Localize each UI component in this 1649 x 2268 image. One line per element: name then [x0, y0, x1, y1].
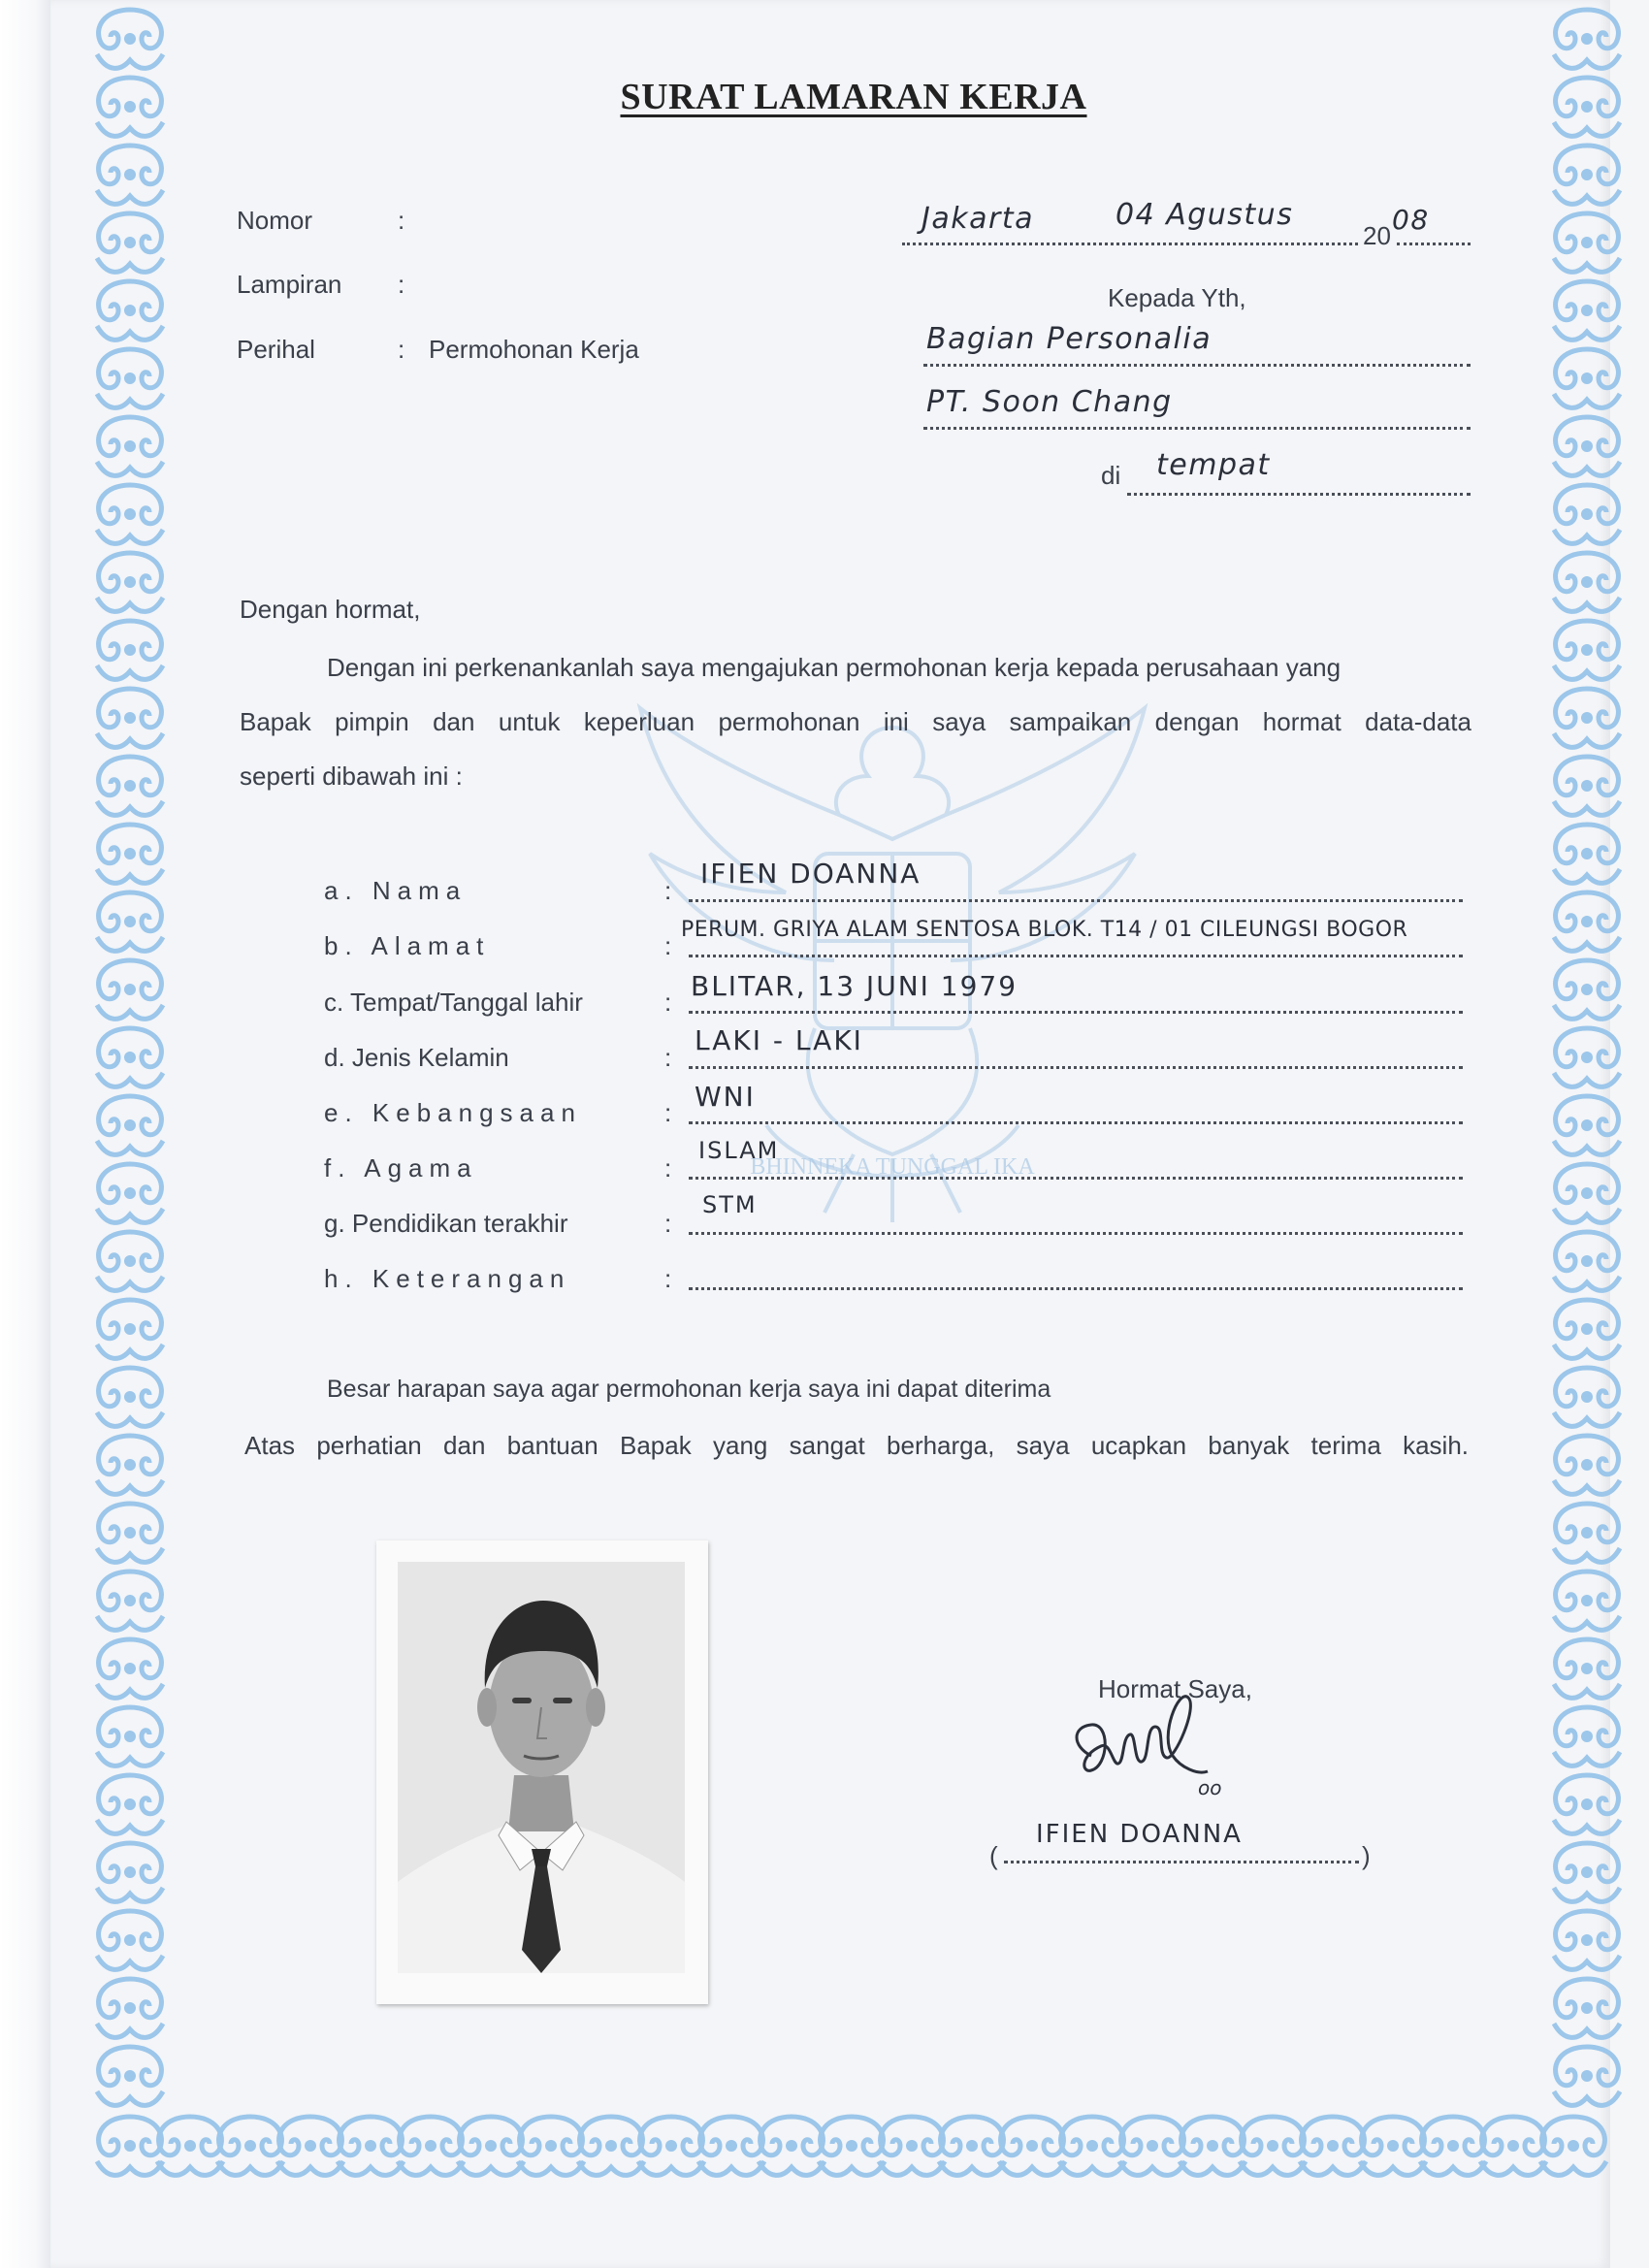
border-ornament-icon — [338, 2117, 404, 2175]
border-ornament-icon — [97, 1639, 163, 1698]
border-ornament-icon — [97, 1775, 163, 1833]
border-ornament-icon — [939, 2117, 1005, 2175]
handwritten-signature-icon — [1052, 1688, 1246, 1804]
field-dots — [689, 955, 1463, 957]
border-ornament-icon — [1554, 621, 1620, 679]
border-ornament-icon — [1554, 1843, 1620, 1901]
border-ornament-icon — [97, 1843, 163, 1901]
lampiran-colon: : — [398, 270, 405, 299]
border-ornament-icon — [97, 1164, 163, 1222]
border-ornament-icon — [97, 1504, 163, 1562]
border-ornament-icon — [97, 689, 163, 747]
border-ornament-icon — [578, 2117, 644, 2175]
field-dots — [689, 1177, 1463, 1180]
border-ornament-icon — [1554, 1979, 1620, 2037]
border-ornament-icon — [518, 2117, 584, 2175]
border-ornament-icon — [759, 2117, 824, 2175]
border-ornament-icon — [1554, 1368, 1620, 1426]
border-ornament-icon — [97, 1707, 163, 1766]
border-ornament-icon — [1420, 2117, 1486, 2175]
field-value-pendidikan: STM — [702, 1191, 758, 1218]
border-ornament-icon — [1554, 281, 1620, 340]
field-colon: : — [664, 1153, 672, 1183]
perihal-value: Permohonan Kerja — [429, 335, 639, 364]
border-ornament-icon — [97, 349, 163, 407]
border-ornament-icon — [97, 281, 163, 340]
border-ornament-icon — [97, 1232, 163, 1290]
recipient-line2-dots — [923, 427, 1471, 430]
border-ornament-icon — [638, 2117, 704, 2175]
border-ornament-icon — [1554, 2047, 1620, 2105]
border-ornament-icon — [1554, 757, 1620, 815]
field-value-alamat: PERUM. GRIYA ALAM SENTOSA BLOK. T14 / 01 CILEUNGSI BOGOR — [681, 918, 1408, 942]
border-ornament-icon — [97, 1436, 163, 1494]
border-ornament-icon — [1554, 960, 1620, 1019]
border-ornament-icon — [97, 1300, 163, 1358]
border-ornament-icon — [97, 553, 163, 611]
border-ornament-icon — [1554, 1571, 1620, 1630]
border-ornament-icon — [97, 485, 163, 543]
border-ornament-icon — [1554, 1911, 1620, 1969]
lampiran-label: Lampiran — [237, 270, 342, 299]
border-ornament-icon — [1554, 146, 1620, 204]
border-ornament-icon — [999, 2117, 1065, 2175]
border-ornament-icon — [1554, 1164, 1620, 1222]
border-ornament-icon — [1554, 349, 1620, 407]
border-ornament-icon — [1554, 1232, 1620, 1290]
border-ornament-icon — [1554, 417, 1620, 475]
svg-text:oo: oo — [1198, 1776, 1222, 1799]
border-ornament-icon — [1554, 485, 1620, 543]
border-ornament-icon — [1180, 2117, 1245, 2175]
border-ornament-icon — [97, 757, 163, 815]
border-ornament-icon — [1480, 2117, 1546, 2175]
field-value-nama: IFIEN DOANNA — [700, 858, 922, 890]
border-ornament-icon — [1554, 892, 1620, 951]
closing-line1: Besar harapan saya agar permohonan kerja saya ini dapat diterima — [327, 1376, 1051, 1403]
date-dotted-line — [902, 243, 1358, 245]
field-value-kebangsaan: WNI — [695, 1081, 756, 1113]
border-ornament-icon — [97, 1368, 163, 1426]
di-dotted-line — [1127, 493, 1471, 496]
border-ornament-icon — [1554, 213, 1620, 272]
border-ornament-icon — [97, 1028, 163, 1086]
date-city: Jakarta — [922, 202, 1034, 236]
field-value-jenis-kelamin: LAKI - LAKI — [695, 1024, 863, 1056]
intro-line2: Bapak pimpin dan untuk keperluan permohonan ini saya sampaikan dengan hormat data-data — [240, 707, 1471, 736]
field-colon: : — [664, 1043, 672, 1072]
border-ornament-icon — [1540, 2117, 1606, 2175]
perihal-colon: : — [398, 335, 405, 364]
recipient-line2: PT. Soon Chang — [926, 385, 1173, 419]
border-ornament-icon — [1554, 1775, 1620, 1833]
border-ornament-icon — [1554, 1096, 1620, 1154]
border-ornament-icon — [879, 2117, 945, 2175]
border-ornament-icon — [1554, 825, 1620, 883]
intro-line3: seperti dibawah ini : — [240, 761, 463, 791]
border-ornament-icon — [1300, 2117, 1366, 2175]
year-dotted-line — [1397, 243, 1471, 245]
border-ornament-icon — [97, 2047, 163, 2105]
field-label-agama: f. Agama — [324, 1153, 478, 1183]
ornamental-border-left — [87, 0, 173, 2202]
signature-name: IFIEN DOANNA — [1036, 1820, 1243, 1849]
border-ornament-icon — [698, 2117, 764, 2175]
border-ornament-icon — [1554, 10, 1620, 68]
greeting: Dengan hormat, — [240, 595, 421, 624]
border-ornament-icon — [97, 417, 163, 475]
border-ornament-icon — [398, 2117, 464, 2175]
field-colon: : — [664, 1098, 672, 1127]
di-value: tempat — [1156, 448, 1271, 482]
kepada-label: Kepada Yth, — [1108, 283, 1246, 312]
date-day-month: 04 Agustus — [1116, 198, 1294, 232]
field-dots — [689, 899, 1463, 902]
border-ornament-icon — [1360, 2117, 1426, 2175]
field-dots — [689, 1287, 1463, 1290]
field-label-nama: a. Nama — [324, 876, 468, 905]
border-ornament-icon — [1554, 1707, 1620, 1766]
year-prefix: 20 — [1363, 221, 1391, 250]
field-colon: : — [664, 1264, 672, 1293]
border-ornament-icon — [1554, 689, 1620, 747]
portrait-image — [398, 1562, 685, 1973]
nomor-colon: : — [398, 206, 405, 235]
field-label-pendidikan: g. Pendidikan terakhir — [324, 1209, 568, 1238]
field-label-alamat: b. Alamat — [324, 931, 491, 960]
border-ornament-icon — [97, 2117, 163, 2175]
border-ornament-icon — [1554, 1504, 1620, 1562]
intro-line1: Dengan ini perkenankanlah saya mengajukan permohonan kerja kepada perusahaan yang — [327, 653, 1342, 682]
perihal-label: Perihal — [237, 335, 315, 364]
field-value-ttl: BLITAR, 13 JUNI 1979 — [691, 970, 1018, 1002]
field-label-ttl: c. Tempat/Tanggal lahir — [324, 988, 583, 1017]
watermark-motto: BHINNEKA TUNGGAL IKA — [750, 1154, 1035, 1180]
border-ornament-icon — [97, 960, 163, 1019]
field-label-keterangan: h. Keterangan — [324, 1264, 571, 1293]
border-ornament-icon — [97, 825, 163, 883]
border-ornament-icon — [97, 892, 163, 951]
border-ornament-icon — [97, 1911, 163, 1969]
border-ornament-icon — [819, 2117, 885, 2175]
di-label: di — [1101, 461, 1121, 490]
field-colon: : — [664, 931, 672, 960]
nomor-label: Nomor — [237, 206, 313, 235]
signature-open-paren: ( — [989, 1841, 998, 1870]
border-ornament-icon — [1554, 1028, 1620, 1086]
field-dots — [689, 1066, 1463, 1069]
recipient-line1: Bagian Personalia — [926, 322, 1212, 356]
border-ornament-icon — [97, 146, 163, 204]
border-ornament-icon — [1554, 553, 1620, 611]
border-ornament-icon — [1119, 2117, 1185, 2175]
border-ornament-icon — [458, 2117, 524, 2175]
field-label-kebangsaan: e. Kebangsaan — [324, 1098, 582, 1127]
field-colon: : — [664, 988, 672, 1017]
signature-dotted-line — [1004, 1861, 1359, 1863]
recipient-line1-dots — [923, 364, 1471, 367]
border-ornament-icon — [97, 213, 163, 272]
border-ornament-icon — [97, 621, 163, 679]
field-dots — [689, 1232, 1463, 1235]
ornamental-border-bottom — [87, 2103, 1630, 2188]
year-suffix: 08 — [1392, 204, 1430, 236]
document-title: SURAT LAMARAN KERJA — [620, 77, 1087, 117]
border-ornament-icon — [97, 1096, 163, 1154]
border-ornament-icon — [1059, 2117, 1125, 2175]
border-ornament-icon — [157, 2117, 223, 2175]
applicant-photo — [376, 1540, 708, 2004]
closing-line2: Atas perhatian dan bantuan Bapak yang sangat berharga, saya ucapkan banyak terima kasih. — [244, 1431, 1469, 1460]
border-ornament-icon — [97, 1979, 163, 2037]
border-ornament-icon — [1240, 2117, 1306, 2175]
field-label-jenis-kelamin: d. Jenis Kelamin — [324, 1043, 509, 1072]
border-ornament-icon — [1554, 1300, 1620, 1358]
signature-close-paren: ) — [1362, 1841, 1371, 1870]
border-ornament-icon — [1554, 1639, 1620, 1698]
hormat-saya: Hormat Saya, — [1098, 1674, 1252, 1703]
border-ornament-icon — [97, 1571, 163, 1630]
border-ornament-icon — [97, 10, 163, 68]
field-dots — [689, 1121, 1463, 1124]
field-colon: : — [664, 1209, 672, 1238]
ornamental-border-right — [1544, 0, 1630, 2202]
border-ornament-icon — [1554, 1436, 1620, 1494]
field-value-agama: ISLAM — [698, 1137, 780, 1164]
field-colon: : — [664, 876, 672, 905]
field-dots — [689, 1011, 1463, 1014]
border-ornament-icon — [217, 2117, 283, 2175]
page-edge — [0, 0, 50, 2268]
border-ornament-icon — [277, 2117, 343, 2175]
